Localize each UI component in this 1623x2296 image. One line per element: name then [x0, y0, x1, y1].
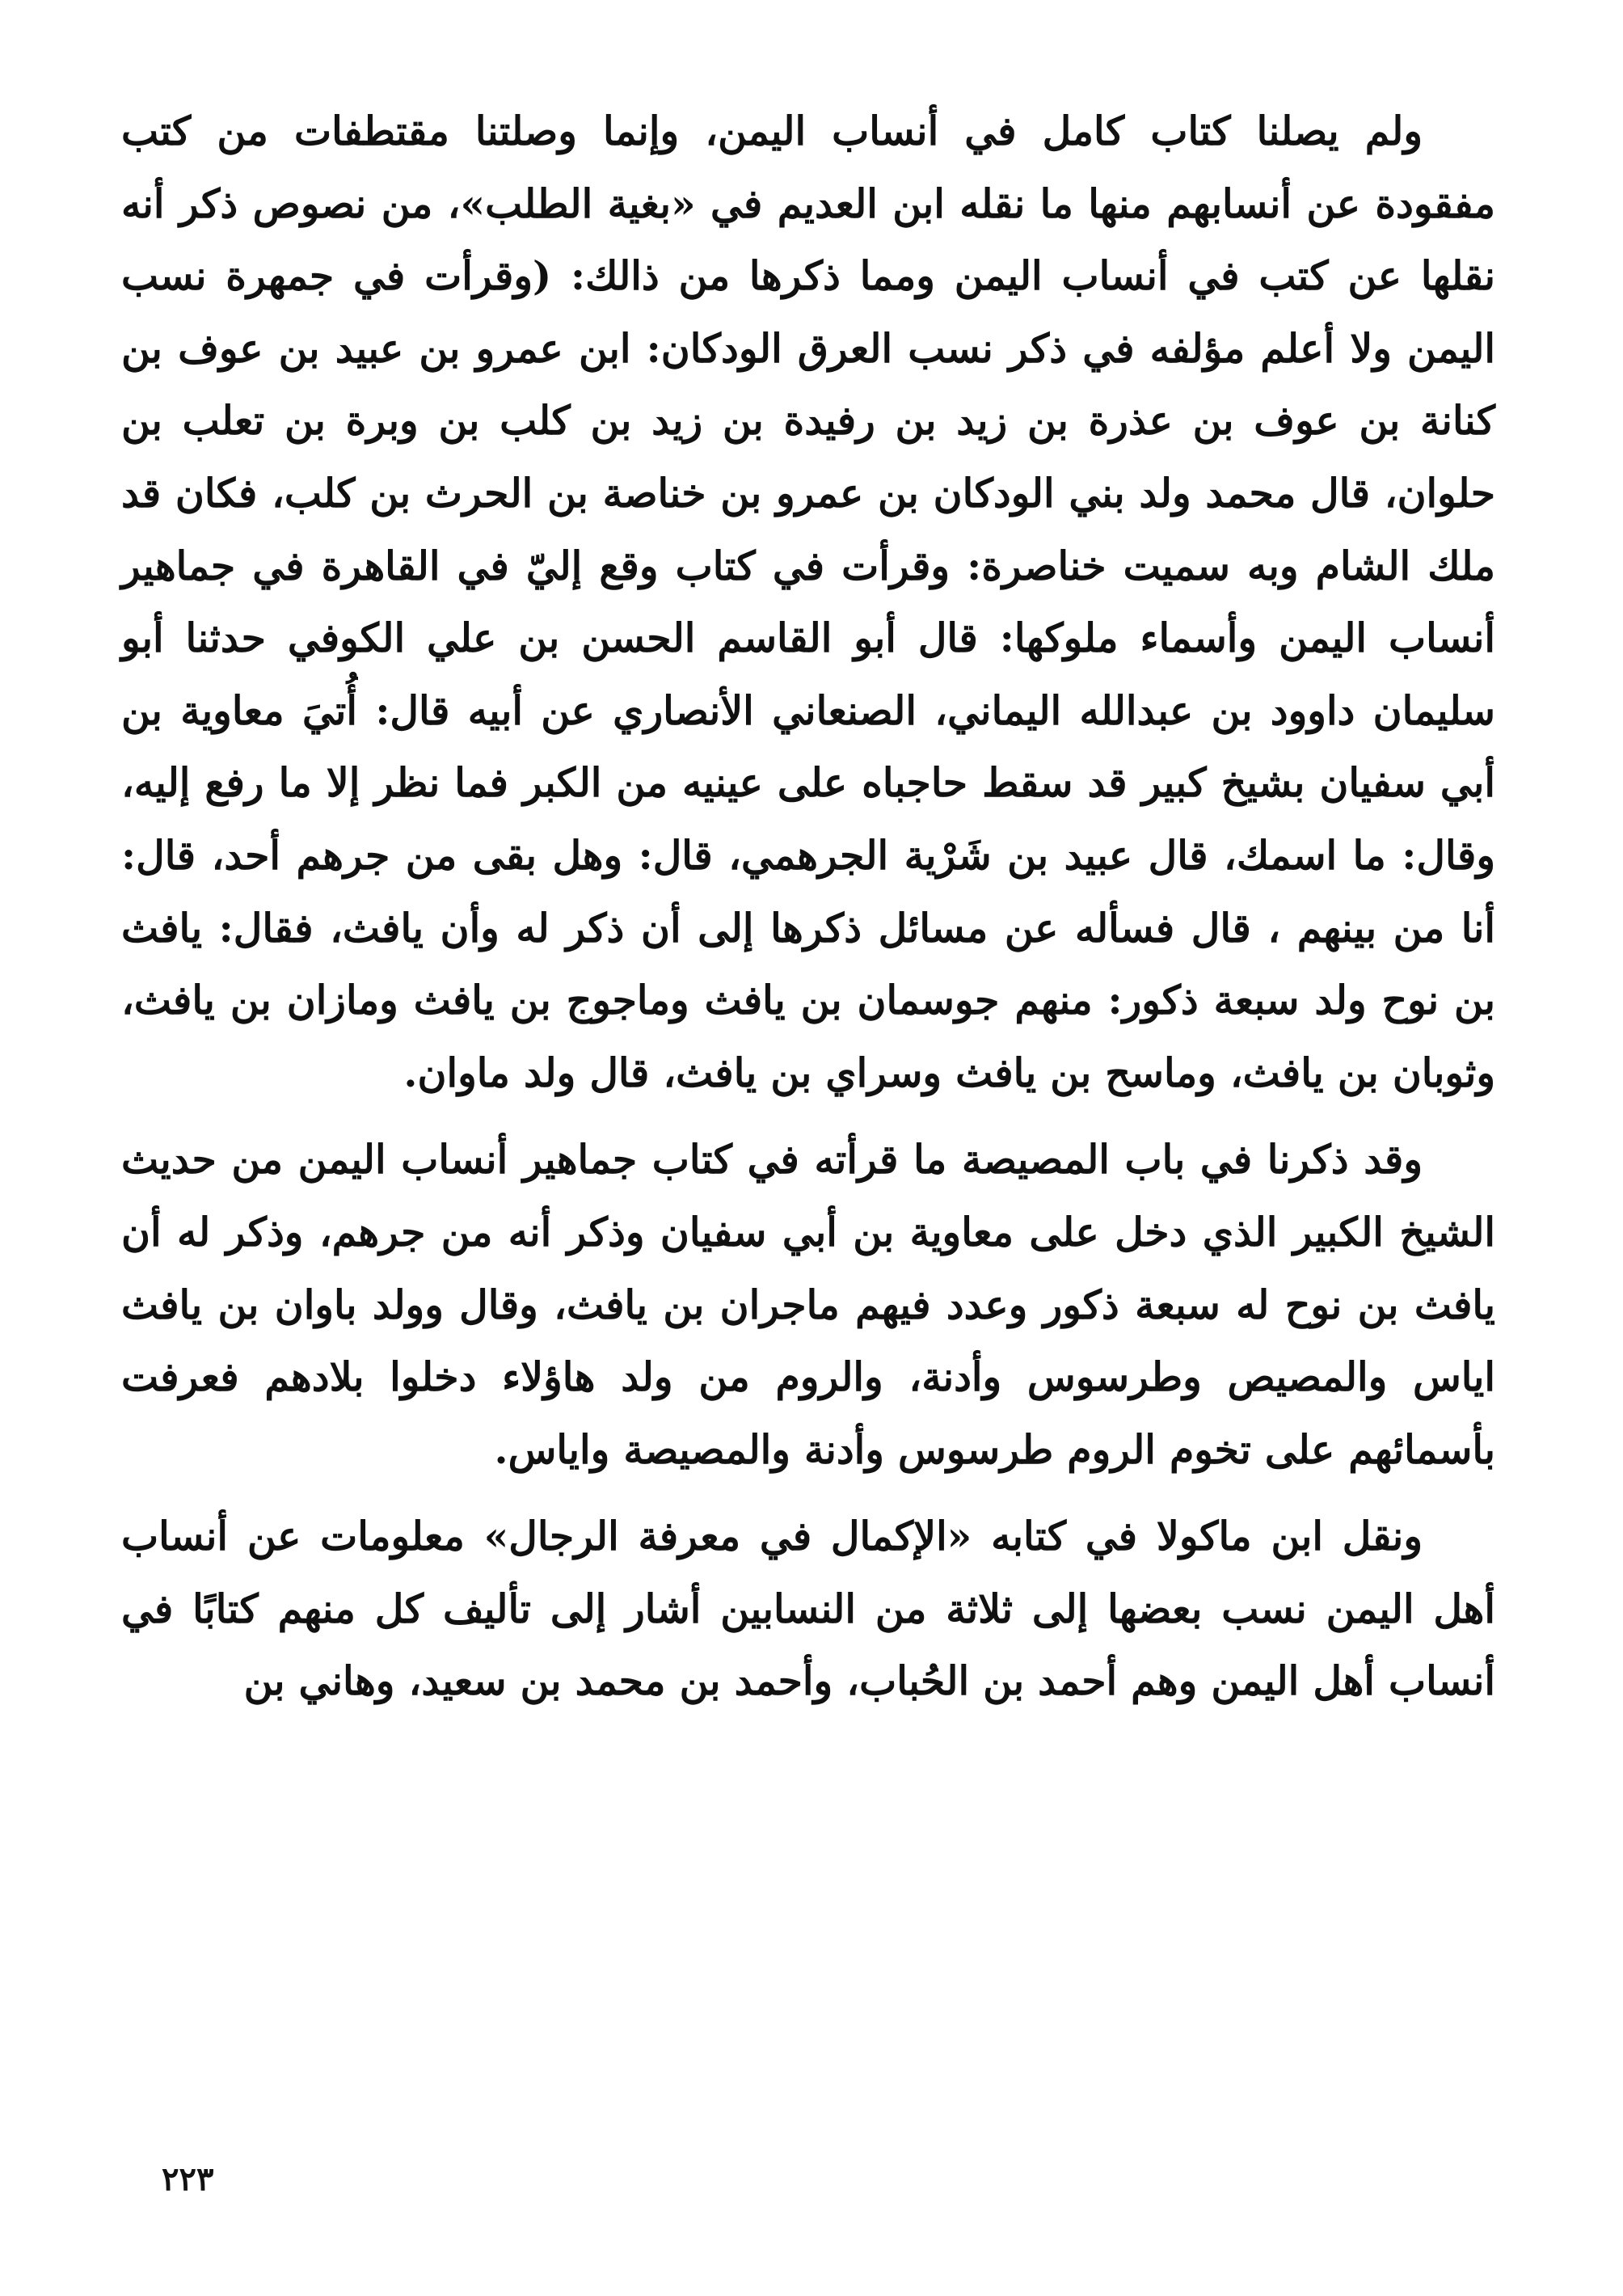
- paragraph-1: ولم يصلنا كتاب كامل في أنساب اليمن، وإنما وصلتنا مقتطفات من كتب مفقودة عن أنسابهم منها ما نقله ابن العديم في «بغية الطلب»، من نصوص ذكر أنه نقلها عن كتب في أنساب اليمن ومما ذكرها من ذالك: (وقرأت في جمهرة نسب اليمن ولا أعلم مؤلفه في ذكر نسب العرق الودكان: ابن عمرو بن عبيد بن عوف بن كنانة بن عوف بن عذرة بن زيد بن رفيدة بن زيد بن كلب بن وبرة بن تعلب بن حلوان، قال محمد ولد بني الودكان بن عمرو بن خناصة بن الحرث بن كلب، فكان قد ملك الشام وبه سميت خناصرة: وقرأت في كتاب وقع إليّ في القاهرة في جماهير أنساب اليمن وأسماء ملوكها: قال أبو القاسم الحسن بن علي الكوفي حدثنا أبو سليمان داوود بن عبدالله اليماني، الصنعاني الأنصاري عن أبيه قال: أُتيَ معاوية بن أبي سفيان بشيخ كبير قد سقط حاجباه على عينيه من الكبر فما نظر إلا ما رفع إليه، وقال: ما اسمك، قال عبيد بن شَرْية الجرهمي، قال: وهل بقى من جرهم أحد، قال: أنا من بينهم ، قال فسأله عن مسائل ذكرها إلى أن ذكر له وأن يافث، فقال: يافث بن نوح ولد سبعة ذكور: منهم جوسمان بن يافث وماجوج بن يافث ومازان بن يافث، وثوبان بن يافث، وماسح بن يافث وسراي بن يافث، قال ولد ماوان.: [121, 108, 1496, 1096]
- page-number: ٢٢٣: [162, 2160, 214, 2198]
- paragraph-3: ونقل ابن ماكولا في كتابه «الإكمال في معرفة الرجال» معلومات عن أنساب أهل اليمن نسب بعضها إلى ثلاثة من النسابين أشار إلى تأليف كل منهم كتابًا في أنساب أهل اليمن وهم أحمد بن الحُباب، وأحمد بن محمد بن سعيد، وهاني بن: [121, 1513, 1495, 1705]
- paragraph-2: وقد ذكرنا في باب المصيصة ما قرأته في كتاب جماهير أنساب اليمن من حديث الشيخ الكبير الذي دخل على معاوية بن أبي سفيان وذكر أنه من جرهم، وذكر له أن يافث بن نوح له سبعة ذكور وعدد فيهم ماجران بن يافث، وقال وولد باوان بن يافث اياس والمصيص وطرسوس وأدنة، والروم من ولد هاؤلاء دخلوا بلادهم فعرفت بأسمائهم على تخوم الروم طرسوس وأدنة والمصيصة واياس.: [121, 1136, 1495, 1473]
- body-text: [121, 95, 1495, 1733]
